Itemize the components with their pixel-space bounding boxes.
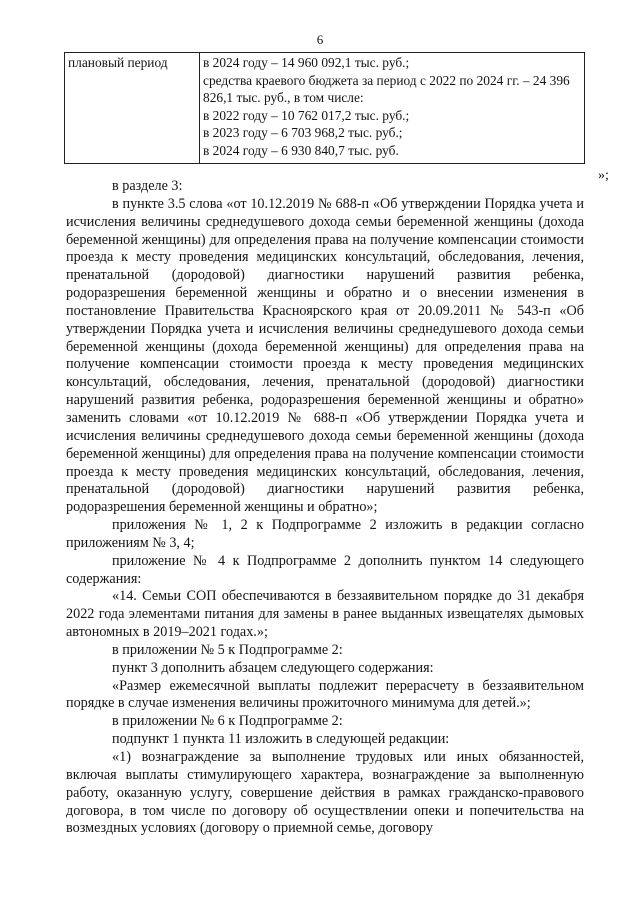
table-line: в 2022 году – 10 762 017,2 тыс. руб.; (203, 107, 410, 123)
paragraph: приложения № 1, 2 к Подпрограмме 2 изложить в редакции согласно приложениям № 3, 4; (66, 517, 584, 551)
table-line: в 2024 году – 14 960 092,1 тыс. руб.; (203, 55, 410, 70)
table-row (65, 53, 585, 164)
table-line: средства краевого бюджета за период с 2022 по 2024 гг. – 24 396 826,1 тыс. руб., в том числе: (203, 72, 570, 106)
paragraph: в пункте 3.5 слова «от 10.12.2019 № 688-п «Об утверждении Порядка учета и исчисления величины среднедушевого дохода семьи беременной женщины (дохода беременной женщины) для определения права на получение компенсации стоимости проезда к месту проведения медицинских консультаций, обследования, лечения, пренатальной (дородовой) диагностики нарушений развития ребенка, родоразрешения беременной женщины и обратно и о внесении изменения в постановление Правительства Красноярского края от 20.09.2011 № 543-п «Об утверждении Порядка учета и исчисления величины среднедушевого дохода семьи беременной женщины (дохода беременной женщины) для определения права на получение компенсации стоимости проезда к месту проведения медицинских консультаций, обследования, лечения, пренатальной (дородовой) диагностики нарушений развития ребенка, родоразрешения беременной женщины и обратно» заменить словами «от 10.12.2019 № 688-п «Об утверждении Порядка учета и исчисления величины среднедушевого дохода семьи беременной женщины (дохода беременной женщины) для определения права на получение компенсации стоимости проезда к месту проведения медицинских консультаций, обследования, лечения, пренатальной (дородовой) диагностики нарушений развития ребенка, родоразрешения беременной женщины и обратно»; (66, 195, 584, 516)
table-line: в 2023 году – 6 703 968,2 тыс. руб.; (203, 125, 403, 141)
paragraph: в разделе 3: (112, 178, 183, 194)
paragraph: «14. Семьи СОП обеспечиваются в беззаявительном порядке до 31 декабря 2022 года элементами питания для замены в ранее выданных извещателях дымовых автономных в 2019–2021 годах.»; (66, 588, 584, 641)
page-number: 6 (316, 32, 324, 47)
budget-table (64, 52, 585, 164)
table-value-cell (200, 53, 585, 164)
body-text (66, 178, 584, 838)
paragraph: подпункт 1 пункта 11 изложить в следующей редакции: (112, 731, 450, 748)
paragraph: пункт 3 дополнить абзацем следующего содержания: (112, 659, 434, 676)
closing-quote: »; (598, 168, 609, 183)
paragraph: «1) вознаграждение за выполнение трудовых или иных обязанностей, включая выплаты стимулирующего характера, вознаграждение за выполненную работу, оказанную услугу, совершение действия в рамках гражданско-правового договора, в том числе по договору об осуществлении опеки и попечительства на возмездных условиях (договору о приемной семье, договору (66, 749, 584, 837)
table-line: в 2024 году – 6 930 840,7 тыс. руб. (203, 142, 399, 158)
paragraph: в приложении № 6 к Подпрограмме 2: (112, 713, 343, 730)
paragraph: «Размер ежемесячной выплаты подлежит перерасчету в беззаявительном порядке в случае изменения величины прожиточного минимума для детей.»; (66, 677, 584, 712)
table-label-cell: плановый период (65, 53, 200, 164)
paragraph: в приложении № 5 к Подпрограмме 2: (112, 641, 343, 658)
paragraph: приложение № 4 к Подпрограмме 2 дополнить пунктом 14 следующего содержания: (66, 552, 584, 587)
